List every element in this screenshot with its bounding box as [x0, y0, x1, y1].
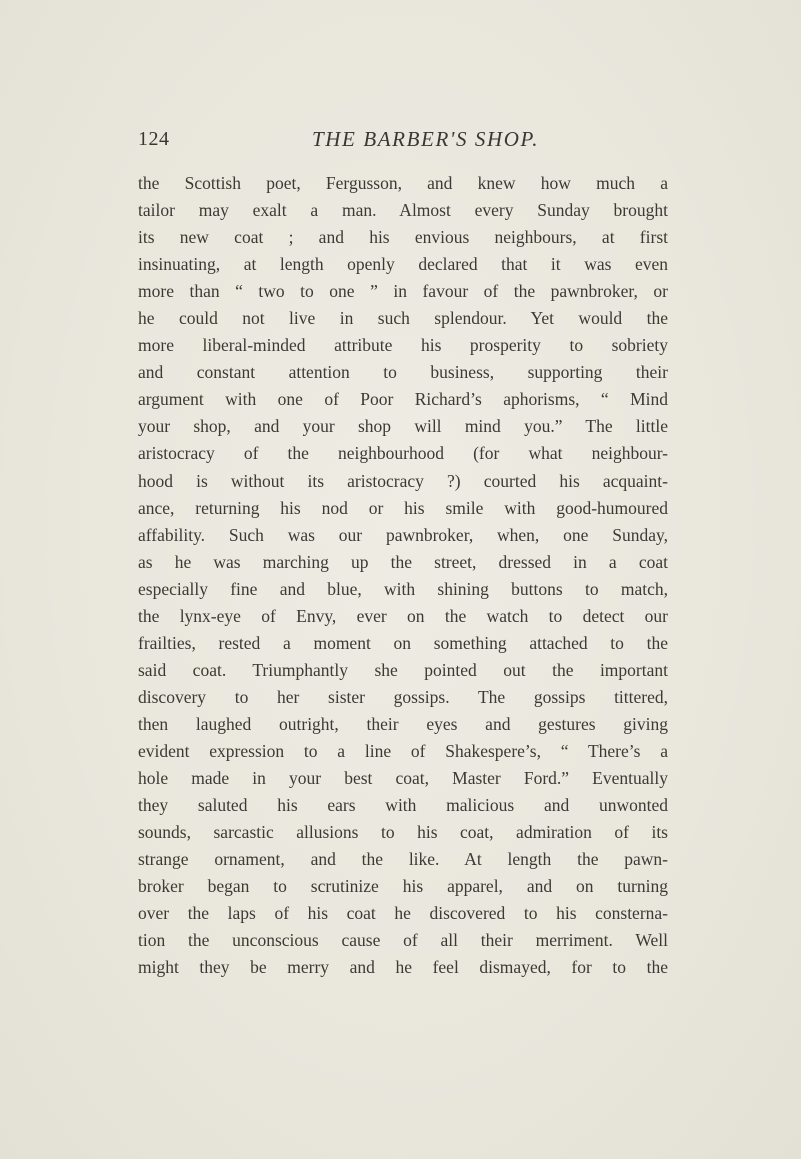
- body-text: [138, 170, 668, 981]
- text-line: broker began to scrutinize his apparel, and on turning: [138, 876, 668, 897]
- text-line: frailties, rested a moment on something attached to the: [138, 632, 668, 653]
- text-line: especially fine and blue, with shining buttons to match,: [138, 578, 668, 599]
- text-line: tion the unconscious cause of all their merriment. Well: [138, 930, 668, 951]
- text-line: ance, returning his nod or his smile with good-humoured: [138, 497, 668, 518]
- text-line: they saluted his ears with malicious and unwonted: [138, 795, 668, 816]
- text-line: the Scottish poet, Fergusson, and knew how much a: [138, 173, 668, 193]
- text-line: insinuating, at length openly declared that it was even: [138, 254, 668, 275]
- text-line: evident expression to a line of Shakespere’s, “ There’s a: [138, 740, 668, 761]
- text-line: and constant attention to business, supporting their: [138, 362, 668, 383]
- text-line: might they be merry and he feel dismayed, for to the: [138, 957, 668, 978]
- text-line: hole made in your best coat, Master Ford.” Eventually: [138, 768, 668, 789]
- text-line: more liberal-minded attribute his prosperity to sobriety: [138, 335, 668, 356]
- text-line: more than “ two to one ” in favour of the pawnbroker, or: [138, 281, 668, 302]
- text-line: aristocracy of the neighbourhood (for what neighbour-: [138, 443, 668, 464]
- text-line: your shop, and your shop will mind you.” The little: [138, 416, 668, 437]
- page-header: [138, 128, 678, 158]
- text-line: said coat. Triumphantly she pointed out the important: [138, 659, 668, 680]
- text-line: he could not live in such splendour. Yet would the: [138, 308, 668, 329]
- text-line: discovery to her sister gossips. The gossips tittered,: [138, 686, 668, 707]
- text-line: strange ornament, and the like. At length the pawn-: [138, 849, 668, 870]
- text-line: its new coat ; and his envious neighbours, at first: [138, 227, 668, 248]
- text-line: as he was marching up the street, dressed in a coat: [138, 551, 668, 572]
- text-line: sounds, sarcastic allusions to his coat, admiration of its: [138, 822, 668, 843]
- page-number: 124: [138, 128, 170, 150]
- text-line: argument with one of Poor Richard’s aphorisms, “ Mind: [138, 389, 668, 410]
- text-line: then laughed outright, their eyes and gestures giving: [138, 713, 668, 734]
- running-head: THE BARBER'S SHOP.: [312, 127, 540, 151]
- text-line: hood is without its aristocracy ?) courted his acquaint-: [138, 470, 668, 491]
- text-line: tailor may exalt a man. Almost every Sunday brought: [138, 200, 668, 221]
- text-line: affability. Such was our pawnbroker, when, one Sunday,: [138, 524, 668, 545]
- text-line: the lynx-eye of Envy, ever on the watch to detect our: [138, 605, 668, 626]
- text-line: over the laps of his coat he discovered to his consterna-: [138, 903, 668, 924]
